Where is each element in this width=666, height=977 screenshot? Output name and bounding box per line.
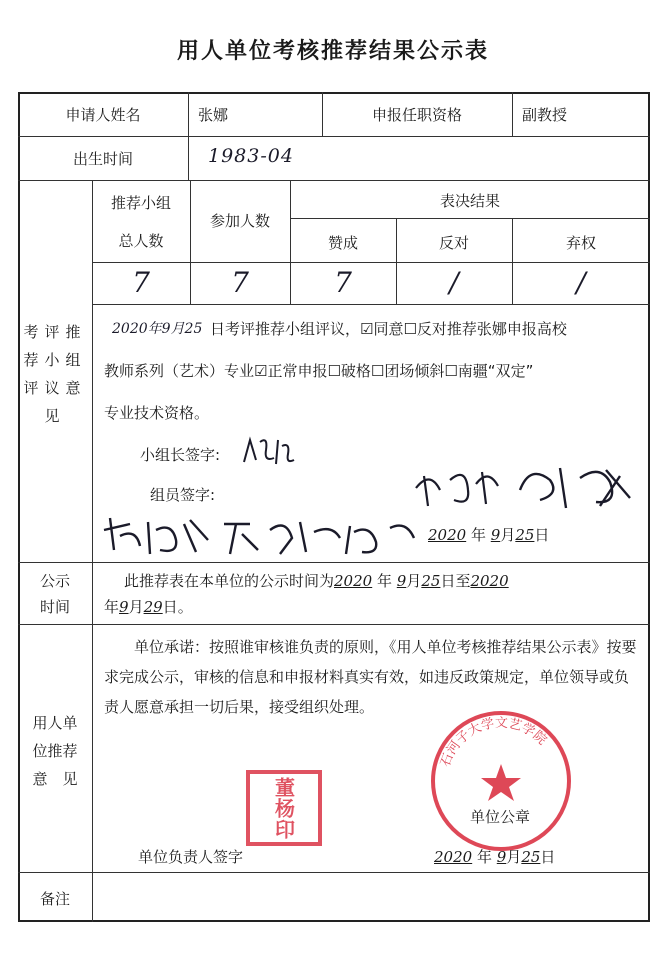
col-line [512,92,513,136]
unit-seal-label: 单位公章 [470,808,531,826]
evaluation-date-month: 9 [490,526,501,544]
day-char: 日 [540,848,556,866]
personal-seal-stamp [246,770,322,846]
for-value: 7 [334,266,352,299]
month-char: 月 [128,598,144,616]
col-line [92,872,93,922]
row-line [18,562,650,563]
remarks-label: 备注 [39,890,70,908]
against-label: 反对 [438,234,469,252]
publicity-period: 。 [177,598,193,616]
unit-sign-date [434,846,555,867]
publicity-line1 [124,570,509,591]
group-total-value: 7 [132,266,150,299]
publicity-end-year: 2020 [470,572,509,590]
unit-date-month: 9 [496,848,507,866]
evaluation-date-handwritten: 2020年9月25 [112,321,203,337]
result-label: 表决结果 [439,192,500,210]
row-line [18,136,650,137]
publicity-side-label-2: 时间 [39,598,70,616]
month-char: 月 [506,848,522,866]
publicity-to: 至 [455,572,471,590]
row-line [18,872,650,873]
applicant-name-label: 申请人姓名 [65,106,141,124]
evaluation-side-label: 考评推荐小组评议意见 [23,323,87,425]
year-char: 年 [104,598,120,616]
birth-value: 1983-04 [208,145,294,167]
evaluation-date-year: 2020 [428,526,467,544]
unit-seal-stamp [426,706,576,856]
svg-text:石河子大学文艺学院 [438,715,549,768]
unit-date-year: 2020 [434,848,473,866]
participants-label: 参加人数 [209,212,270,230]
group-total-label-1: 推荐小组 [110,194,171,212]
row-line [18,624,650,625]
evaluation-sign-date [428,524,549,545]
publicity-line2 [104,596,193,617]
row-line [92,304,650,305]
unit-head-sign-label: 单位负责人签字 [138,848,244,866]
row-line [290,218,650,219]
member-signatures-top [410,460,640,516]
against-value: / [449,266,459,299]
month-char: 月 [500,526,516,544]
evaluation-text-line1: 日考评推荐小组评议，☑同意☐反对推荐张娜申报高校 [210,320,567,338]
seal-text: 石河子大学文艺学院 [438,715,550,769]
row-line [18,180,650,181]
abstain-value: / [576,266,586,299]
row-line [92,262,650,263]
publicity-prefix: 此推荐表在本单位的公示时间为 [124,572,335,590]
year-char: 年 [476,848,492,866]
publicity-side-label-1: 公示 [39,572,70,590]
unit-side-label-1: 用人单 [32,714,78,732]
document-title: 用人单位考核推荐结果公示表 [176,39,489,64]
year-char: 年 [376,572,392,590]
leader-sign-label: 小组长签字: [140,446,221,464]
publicity-end-month: 9 [119,598,129,616]
personal-seal-text: 董杨印 [271,776,296,840]
day-char: 日 [440,572,456,590]
members-sign-label: 组员签字: [150,486,216,504]
unit-side-label-2: 位推荐 [32,742,78,760]
participants-value: 7 [231,266,249,299]
publicity-start-year: 2020 [334,572,373,590]
evaluation-text-line3: 专业技术资格。 [104,404,210,422]
day-char: 日 [534,526,550,544]
group-total-label-2: 总人数 [118,232,164,250]
qualification-value: 副教授 [522,106,568,124]
evaluation-date-day: 25 [515,526,535,544]
unit-side-label-3: 意 见 [32,770,78,788]
member-signatures-bottom [100,510,430,560]
publicity-start-day: 25 [421,572,441,590]
unit-date-day: 25 [521,848,541,866]
applicant-name-value: 张娜 [198,106,229,124]
qualification-label: 申报任职资格 [371,106,462,124]
abstain-label: 弃权 [565,234,596,252]
year-char: 年 [470,526,486,544]
leader-signature [238,432,298,472]
evaluation-text-line2: 教师系列（艺术）专业☑正常申报☐破格☐团场倾斜☐南疆“双定” [104,362,534,380]
unit-commitment-text: 单位承诺：按照谁审核谁负责的原则，《用人单位考核推荐结果公示表》按要求完成公示，审核的信息和申报材料真实有效，如违反政策规定，单位领导或负责人愿意承担一切后果，接受组织处理。 [104,638,637,716]
month-char: 月 [406,572,422,590]
birth-label: 出生时间 [72,150,133,168]
day-char: 日 [162,598,178,616]
for-label: 赞成 [327,234,358,252]
publicity-start-month: 9 [396,572,407,590]
col-line [188,92,189,180]
publicity-end-day: 29 [143,598,163,616]
